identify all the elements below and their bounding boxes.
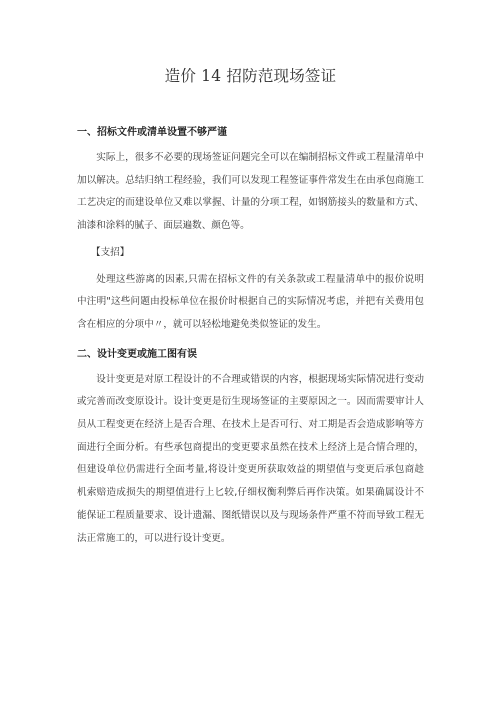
section-design-change <box>77 345 424 551</box>
paragraph-design-change: 设计变更是对原工程设计的不合理或错误的内容，根据现场实际情况进行变动或完善而改变原设计。设计变更是衍生现场签证的主要原因之一。因而需要审计人员从工程变更在经济上是否合理、在技术上是否可行、对工期是否会造成影响等方面进行全面分析。有些承包商提出的变更要求虽然在技术上经济上是合情合理的，但建设单位仍需进行全面考量,将设计变更所获取效益的期望值与变更后承包商趁机索赔造成损失的期望值进行上匕较,仔细权衡利弊后再作决策。如果确属设计不能保证工程质量要求、设计遗漏、图纸错误以及与现场条件严重不符而导致工程无法正常施工的，可以进行设计变更。 <box>77 373 424 544</box>
paragraph-tip: 处理这些游离的因素,只需在招标文件的有关条款或工程量清单中的报价说明中注明"这些问题由投标单位在报价时根据自己的实际情况考虑，并把有关费用包含在相应的分项中〃，就可以轻松地避免类似签证的发生。 <box>77 273 424 330</box>
section-tender-documents <box>77 123 424 337</box>
document-title: 造价 14 招防范现场签证 <box>164 67 337 85</box>
section-heading-tender-documents: 一、招标文件或清单设置不够严谨 <box>77 127 227 138</box>
spacer <box>77 337 424 345</box>
paragraph-tender-documents: 实际上，很多不必要的现场签证问题完全可以在编制招标文件或工程量清单中加以解决。总结归纳工程经验，我们可以发现工程签证事件常发生在由承包商施工工艺决定的而建设单位又难以掌握、计量的分项工程，如钢筋接头的数量和方式、油漆和涂料的腻子、面层遍数、颜色等。 <box>77 152 424 232</box>
tip-label: 【支招】 <box>91 246 130 258</box>
section-heading-design-change: 二、设计变更或施工图有误 <box>77 348 197 360</box>
